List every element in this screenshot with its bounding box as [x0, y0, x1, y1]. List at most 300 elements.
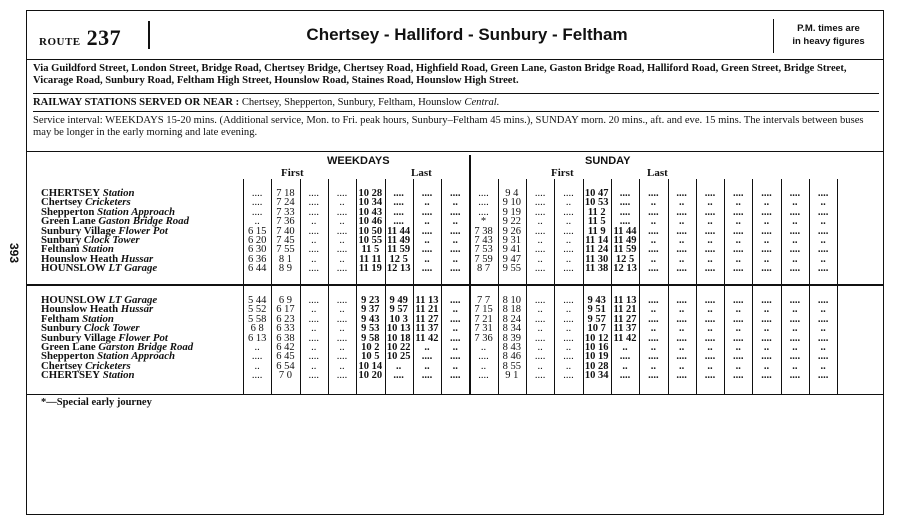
outbound-time-r4-c20: ....: [817, 225, 829, 237]
inbound-time-r3-c5: 10 13: [386, 323, 411, 335]
outbound-time-r0-c10: ....: [534, 188, 546, 199]
outbound-time-r3-c9: 9 22: [502, 216, 522, 228]
outbound-time-r3-c2: ..: [311, 216, 317, 228]
inbound-stop-8: [41, 371, 135, 380]
inbound-time-r1-c9: 8 18: [502, 304, 522, 316]
outbound-time-r2-c5: ....: [393, 206, 404, 218]
stop-name: HOUNSLOW: [41, 262, 106, 275]
outbound-time-r0-c16: ....: [704, 188, 716, 199]
outbound-time-r4-c10: ....: [534, 225, 546, 237]
outbound-time-r2-c0: ....: [251, 206, 263, 218]
outbound-time-r0-c13: ....: [619, 188, 631, 199]
stop-name: Sunbury: [41, 234, 82, 246]
inbound-time-r7-c7: ..: [452, 360, 458, 372]
outbound-time-r3-c5: ....: [393, 216, 404, 228]
inbound-time-r7-c16: ..: [707, 360, 713, 372]
outbound-time-r5-c17: ..: [735, 235, 741, 246]
outbound-time-r5-c12: 11 14: [585, 235, 609, 246]
outbound-time-r5-c3: ..: [339, 235, 345, 246]
outbound-time-r7-c6: ..: [424, 253, 430, 265]
column-rule-9: [498, 179, 499, 394]
column-rule-8: [469, 155, 471, 394]
outbound-time-r0-c12: 10 47: [584, 188, 609, 199]
inbound-time-r3-c18: ..: [763, 323, 770, 335]
outbound-time-r8-c13: 12 13: [613, 263, 637, 275]
inbound-time-r0-c13: 11 13: [613, 295, 637, 306]
outbound-time-r5-c20: ..: [820, 235, 826, 246]
outbound-time-r7-c0: 6 36: [247, 253, 267, 265]
outbound-time-r5-c9: 9 31: [502, 235, 522, 246]
inbound-time-r6-c19: ....: [789, 351, 801, 363]
outbound-time-r4-c9: 9 26: [502, 225, 522, 237]
inbound-time-r1-c16: ..: [707, 304, 713, 316]
inbound-time-r1-c1: 6 17: [276, 304, 295, 316]
outbound-time-r7-c16: ..: [707, 253, 713, 265]
inbound-time-r2-c20: ....: [817, 313, 829, 325]
stop-location: Cricketers: [82, 359, 131, 372]
route-header: [27, 11, 883, 60]
outbound-time-r1-c15: ..: [679, 197, 685, 209]
column-rule-6: [413, 179, 414, 394]
outbound-time-r3-c11: ..: [565, 216, 572, 228]
outbound-time-r2-c9: 9 19: [502, 206, 522, 218]
inbound-time-r7-c17: ..: [735, 360, 741, 372]
inbound-time-r7-c13: ..: [622, 360, 628, 372]
inbound-time-r6-c4: 10 5: [361, 351, 380, 363]
inbound-time-r1-c17: ..: [735, 304, 741, 316]
weekdays-heading: WEEKDAYS: [327, 155, 390, 167]
outbound-time-r0-c0: ....: [251, 188, 263, 199]
inbound-time-r2-c15: ....: [676, 313, 687, 325]
inbound-time-r5-c2: ..: [311, 342, 317, 353]
inbound-time-r0-c8: 7 7: [476, 295, 491, 306]
stop-name: HOUNSLOW: [41, 294, 106, 306]
outbound-time-r7-c18: ..: [763, 253, 770, 265]
inbound-time-r0-c3: ....: [336, 295, 348, 306]
inbound-time-r2-c3: ....: [336, 313, 348, 325]
stop-location: Clock Tower: [81, 322, 140, 335]
outbound-time-r6-c3: ....: [336, 244, 348, 256]
inbound-time-r0-c19: ....: [789, 295, 801, 306]
outbound-time-r1-c10: ....: [534, 197, 546, 209]
outbound-time-r6-c12: 11 24: [585, 244, 609, 256]
inbound-time-r3-c4: 9 53: [361, 323, 380, 335]
outbound-time-r6-c5: 11 59: [387, 244, 411, 256]
outbound-time-r8-c14: ....: [648, 263, 659, 275]
outbound-time-r3-c12: 11 5: [587, 216, 606, 228]
outbound-time-r1-c19: ..: [792, 197, 798, 209]
railway-last: Central.: [464, 97, 500, 108]
inbound-time-r5-c3: ..: [339, 342, 345, 353]
stop-name: CHERTSEY: [41, 369, 101, 382]
inbound-time-r4-c11: ....: [563, 332, 574, 344]
inbound-time-r5-c19: ..: [792, 342, 798, 353]
outbound-time-r1-c5: ....: [393, 197, 404, 209]
stop-name: Chertsey: [41, 359, 83, 372]
outbound-time-r4-c12: 11 9: [587, 225, 606, 237]
outbound-time-r2-c20: ....: [817, 206, 829, 218]
inbound-time-r2-c12: 9 57: [587, 313, 606, 325]
inbound-time-r2-c18: ....: [761, 313, 772, 325]
inbound-time-r3-c7: ..: [452, 323, 458, 335]
pm-note-line2: in heavy figures: [792, 36, 865, 47]
pm-note-line1: P.M. times are: [797, 23, 860, 34]
outbound-time-r4-c16: ....: [704, 225, 716, 237]
outbound-time-r7-c8: 7 59: [474, 253, 493, 265]
inbound-time-r5-c1: 6 42: [276, 342, 295, 353]
inbound-time-r4-c2: ....: [308, 332, 319, 344]
outbound-time-r0-c17: ....: [732, 188, 744, 199]
outbound-time-r8-c3: ....: [336, 263, 348, 275]
inbound-time-r4-c5: 10 18: [386, 332, 411, 344]
inbound-time-r4-c18: ....: [761, 332, 772, 344]
outbound-time-r2-c13: ....: [619, 206, 631, 218]
inbound-time-r1-c18: ..: [763, 304, 770, 316]
outbound-time-r5-c4: 10 55: [358, 235, 383, 246]
inbound-time-r2-c4: 9 43: [361, 313, 380, 325]
outbound-time-r1-c2: ....: [308, 197, 319, 209]
outbound-time-r6-c18: ....: [761, 244, 772, 256]
inbound-time-r8-c1: 7 0: [278, 370, 292, 382]
inbound-time-r5-c10: ..: [537, 342, 543, 353]
inbound-time-r0-c6: 11 13: [415, 295, 439, 306]
inbound-time-r4-c0: 6 13: [247, 332, 267, 344]
inbound-time-r1-c4: 9 37: [361, 304, 380, 316]
column-rule-13: [611, 179, 612, 394]
inbound-time-r1-c7: ..: [452, 304, 458, 316]
inbound-time-r0-c18: ....: [761, 295, 772, 306]
inbound-time-r6-c9: 8 46: [502, 351, 522, 363]
inbound-time-r4-c4: 9 58: [361, 332, 380, 344]
inbound-time-r0-c4: 9 23: [361, 295, 380, 306]
outbound-time-r1-c6: ..: [424, 197, 430, 209]
inbound-time-r3-c11: ..: [565, 323, 572, 335]
outbound-time-r3-c16: ..: [707, 216, 713, 228]
inbound-time-r8-c10: ....: [534, 370, 546, 382]
inbound-time-r6-c18: ....: [761, 351, 772, 363]
inbound-time-r6-c13: ....: [619, 351, 631, 363]
outbound-time-r4-c3: ....: [336, 225, 348, 237]
pm-note: [773, 19, 883, 53]
inbound-time-r8-c3: ....: [336, 370, 348, 382]
table-bottom-rule: [27, 394, 883, 395]
stop-name: Shepperton: [41, 350, 95, 363]
outbound-time-r1-c8: ....: [478, 197, 489, 209]
inbound-time-r7-c19: ..: [792, 360, 798, 372]
sunday-last: Last: [647, 167, 668, 179]
inbound-time-r5-c18: ..: [763, 342, 770, 353]
inbound-time-r3-c10: ..: [537, 323, 543, 335]
outbound-time-r6-c0: 6 30: [247, 244, 267, 256]
inbound-time-r7-c9: 8 55: [502, 360, 522, 372]
inbound-time-r1-c11: ..: [565, 304, 572, 316]
outbound-time-r7-c10: ..: [537, 253, 543, 265]
inbound-time-r7-c5: ..: [396, 360, 402, 372]
outbound-time-r5-c14: ..: [650, 235, 656, 246]
inbound-time-r6-c3: ....: [336, 351, 348, 363]
outbound-time-r0-c6: ....: [421, 188, 433, 199]
outbound-time-r8-c11: ....: [563, 263, 574, 275]
inbound-time-r8-c12: 10 34: [584, 370, 609, 382]
inbound-time-r3-c3: ..: [339, 323, 345, 335]
outbound-time-r5-c11: ..: [565, 235, 572, 246]
stop-name: Feltham: [41, 243, 80, 256]
inbound-time-r8-c16: ....: [704, 370, 716, 382]
sunday-heading: SUNDAY: [585, 155, 631, 167]
route-number: 237: [86, 25, 122, 50]
inbound-time-r2-c0: 5 58: [247, 313, 267, 325]
outbound-time-r4-c1: 7 40: [276, 225, 295, 237]
outbound-time-r3-c20: ..: [820, 216, 826, 228]
inbound-time-r6-c11: ....: [563, 351, 574, 363]
outbound-time-r8-c0: 6 44: [247, 263, 267, 275]
outbound-time-r3-c19: ..: [792, 216, 798, 228]
inbound-time-r8-c14: ....: [648, 370, 659, 382]
outbound-time-r8-c4: 11 19: [358, 263, 382, 275]
inbound-time-r7-c4: 10 14: [358, 360, 383, 372]
table-top-rule: [27, 151, 883, 152]
outbound-stop-8: [41, 264, 157, 273]
outbound-time-r3-c15: ..: [679, 216, 685, 228]
outbound-time-r4-c2: ....: [308, 225, 319, 237]
railway-label: RAILWAY STATIONS SERVED OR NEAR :: [33, 97, 240, 108]
outbound-time-r6-c9: 9 41: [502, 244, 522, 256]
inbound-time-r8-c4: 10 20: [358, 370, 383, 382]
outbound-time-r3-c7: ..: [452, 216, 458, 228]
column-rule-18: [752, 179, 753, 394]
column-rule-14: [639, 179, 640, 394]
outbound-time-r6-c19: ....: [789, 244, 801, 256]
inbound-time-r4-c19: ....: [789, 332, 801, 344]
column-rule-11: [554, 179, 555, 394]
outbound-time-r4-c8: 7 38: [474, 225, 493, 237]
inbound-time-r2-c14: ....: [648, 313, 659, 325]
inbound-time-r2-c5: 10 3: [389, 313, 408, 325]
inbound-time-r0-c20: ....: [817, 295, 829, 306]
stop-location: Station: [79, 312, 114, 325]
inbound-time-r0-c9: 8 10: [502, 295, 522, 306]
outbound-time-r7-c17: ..: [735, 253, 741, 265]
outbound-time-r1-c17: ..: [735, 197, 741, 209]
footnote: *—Special early journey: [41, 397, 152, 408]
inbound-time-r2-c10: ....: [534, 313, 546, 325]
outbound-time-r1-c20: ..: [820, 197, 826, 209]
inbound-time-r5-c7: ..: [452, 342, 458, 353]
outbound-time-r4-c17: ....: [732, 225, 744, 237]
inbound-time-r7-c12: 10 28: [584, 360, 609, 372]
stop-location: Clock Tower: [81, 234, 140, 246]
stop-name: Sunbury Village: [41, 331, 116, 344]
outbound-time-r4-c0: 6 15: [247, 225, 267, 237]
outbound-time-r6-c2: ....: [308, 244, 319, 256]
outbound-time-r4-c15: ....: [676, 225, 687, 237]
outbound-time-r1-c11: ..: [565, 197, 572, 209]
outbound-time-r3-c10: ..: [537, 216, 543, 228]
outbound-time-r8-c10: ....: [534, 263, 546, 275]
outbound-time-r0-c8: ....: [478, 188, 489, 199]
inbound-time-r1-c5: 9 57: [389, 304, 408, 316]
stop-location: Hussar: [118, 252, 154, 265]
outbound-time-r1-c16: ..: [707, 197, 713, 209]
outbound-time-r6-c8: 7 53: [474, 244, 493, 256]
page-number: 393: [7, 242, 22, 264]
column-rule-15: [668, 179, 669, 394]
outbound-time-r2-c4: 10 43: [358, 206, 383, 218]
outbound-time-r1-c4: 10 34: [358, 197, 383, 209]
inbound-time-r7-c18: ..: [763, 360, 770, 372]
outbound-time-r0-c18: ....: [761, 188, 772, 199]
inbound-time-r4-c1: 6 38: [276, 332, 295, 344]
inbound-time-r0-c0: 5 44: [247, 295, 267, 306]
outbound-time-r7-c2: ..: [311, 253, 317, 265]
outbound-time-r7-c1: 8 1: [278, 253, 292, 265]
inbound-time-r7-c10: ..: [537, 360, 543, 372]
inbound-time-r7-c14: ..: [650, 360, 656, 372]
inbound-time-r7-c0: ..: [254, 360, 260, 372]
stop-name: Chertsey: [41, 196, 83, 209]
inbound-time-r6-c6: ....: [421, 351, 433, 363]
outbound-time-r1-c7: ..: [452, 197, 458, 209]
outbound-time-r8-c17: ....: [732, 263, 744, 275]
stop-location: Cricketers: [82, 196, 131, 209]
inbound-time-r2-c8: 7 21: [474, 313, 493, 325]
outbound-time-r0-c20: ....: [817, 188, 829, 199]
outbound-time-r0-c7: ....: [449, 188, 461, 199]
outbound-time-r8-c7: ....: [449, 263, 461, 275]
stop-location: Flower Pot: [115, 331, 168, 344]
outbound-time-r5-c1: 7 45: [276, 235, 295, 246]
inbound-time-r7-c2: ..: [311, 360, 317, 372]
outbound-time-r4-c14: ....: [648, 225, 659, 237]
inbound-time-r0-c12: 9 43: [587, 295, 606, 306]
outbound-time-r8-c19: ....: [789, 263, 801, 275]
outbound-time-r2-c15: ....: [676, 206, 687, 218]
outbound-time-r0-c5: ....: [393, 188, 404, 199]
inbound-time-r4-c16: ....: [704, 332, 716, 344]
inbound-time-r1-c14: ..: [650, 304, 656, 316]
inbound-time-r6-c16: ....: [704, 351, 716, 363]
outbound-time-r7-c5: 12 5: [389, 253, 408, 265]
outbound-time-r3-c0: ..: [254, 216, 260, 228]
railway-list: Chertsey, Shepperton, Sunbury, Feltham, Hounslow: [241, 97, 462, 108]
outbound-time-r8-c12: 11 38: [585, 263, 609, 275]
inbound-time-r4-c8: 7 36: [474, 332, 493, 344]
inbound-time-r7-c11: ..: [565, 360, 572, 372]
inbound-time-r3-c13: 11 37: [613, 323, 637, 335]
route-separator: [148, 21, 150, 49]
inbound-time-r3-c8: 7 31: [474, 323, 493, 335]
stop-name: Green Lane: [41, 341, 96, 353]
column-rule-17: [724, 179, 725, 394]
outbound-time-r7-c3: ..: [339, 253, 345, 265]
column-rule-20: [809, 179, 810, 394]
inbound-time-r4-c14: ....: [648, 332, 659, 344]
inbound-time-r3-c15: ..: [679, 323, 685, 335]
outbound-time-r4-c7: ....: [449, 225, 461, 237]
inbound-time-r4-c7: ....: [449, 332, 461, 344]
inbound-time-r5-c12: 10 16: [584, 342, 609, 353]
inbound-time-r2-c13: 11 27: [613, 313, 637, 325]
column-rule-2: [300, 179, 301, 394]
route-label: ROUTE 237: [39, 25, 122, 50]
outbound-time-r5-c13: 11 49: [613, 235, 637, 246]
outbound-time-r6-c10: ....: [534, 244, 546, 256]
outbound-time-r6-c7: ....: [449, 244, 461, 256]
outbound-time-r5-c10: ..: [537, 235, 543, 246]
inbound-time-r7-c3: ..: [339, 360, 345, 372]
inbound-time-r0-c7: ....: [449, 295, 461, 306]
inbound-time-r7-c8: ..: [480, 360, 487, 372]
outbound-time-r2-c2: ....: [308, 206, 319, 218]
outbound-time-r8-c20: ....: [817, 263, 829, 275]
outbound-time-r4-c5: 11 44: [387, 225, 411, 237]
inbound-time-r5-c8: ..: [480, 342, 487, 353]
stop-location: Station Approach: [94, 205, 176, 218]
outbound-time-r3-c14: ..: [650, 216, 656, 228]
outbound-time-r0-c11: ....: [563, 188, 574, 199]
outbound-time-r2-c3: ....: [336, 206, 348, 218]
inbound-time-r2-c11: ....: [563, 313, 574, 325]
stop-location: LT Garage: [105, 262, 158, 275]
inbound-time-r0-c16: ....: [704, 295, 716, 306]
inbound-time-r2-c1: 6 23: [276, 313, 295, 325]
outbound-time-r7-c14: ..: [650, 253, 656, 265]
inbound-time-r8-c9: 9 1: [505, 370, 519, 382]
outbound-time-r5-c18: ..: [763, 235, 770, 246]
stop-location: Station: [79, 243, 114, 256]
stop-name: Shepperton: [41, 205, 95, 218]
inbound-time-r5-c6: ..: [424, 342, 430, 353]
outbound-time-r1-c12: 10 53: [584, 197, 609, 209]
inbound-time-r1-c0: 5 52: [247, 304, 267, 316]
inbound-time-r2-c9: 8 24: [502, 313, 522, 325]
stop-location: Gaston Bridge Road: [95, 215, 189, 228]
outbound-time-r7-c9: 9 47: [502, 253, 522, 265]
outbound-time-r6-c20: ....: [817, 244, 829, 256]
outbound-time-r0-c2: ....: [308, 188, 319, 199]
section-divider-rule: [27, 284, 883, 286]
outbound-time-r7-c13: 12 5: [615, 253, 635, 265]
inbound-time-r1-c12: 9 51: [587, 304, 606, 316]
inbound-time-r0-c11: ....: [563, 295, 574, 306]
inbound-time-r6-c17: ....: [732, 351, 744, 363]
outbound-time-r3-c8: *: [480, 216, 487, 228]
stop-location: Hussar: [118, 303, 154, 316]
inbound-time-r8-c18: ....: [761, 370, 772, 382]
outbound-time-r8-c16: ....: [704, 263, 716, 275]
inbound-time-r2-c2: ....: [308, 313, 319, 325]
outbound-time-r6-c6: ....: [421, 244, 433, 256]
column-rule-3: [328, 179, 329, 394]
inbound-time-r6-c14: ....: [648, 351, 659, 363]
outbound-time-r2-c14: ....: [648, 206, 659, 218]
inbound-time-r1-c19: ..: [792, 304, 798, 316]
outbound-time-r2-c6: ....: [421, 206, 433, 218]
column-rule-4: [356, 179, 357, 394]
inbound-time-r8-c6: ....: [421, 370, 433, 382]
outbound-time-r5-c19: ..: [792, 235, 798, 246]
outbound-time-r6-c16: ....: [704, 244, 716, 256]
inbound-time-r4-c20: ....: [817, 332, 829, 344]
inbound-time-r8-c2: ....: [308, 370, 319, 382]
inbound-time-r1-c10: ..: [537, 304, 543, 316]
outbound-time-r4-c19: ....: [789, 225, 801, 237]
outbound-time-r6-c17: ....: [732, 244, 744, 256]
outbound-time-r4-c6: ....: [421, 225, 433, 237]
inbound-time-r6-c7: ....: [449, 351, 461, 363]
column-rule-19: [781, 179, 782, 394]
outbound-time-r8-c2: ....: [308, 263, 319, 275]
